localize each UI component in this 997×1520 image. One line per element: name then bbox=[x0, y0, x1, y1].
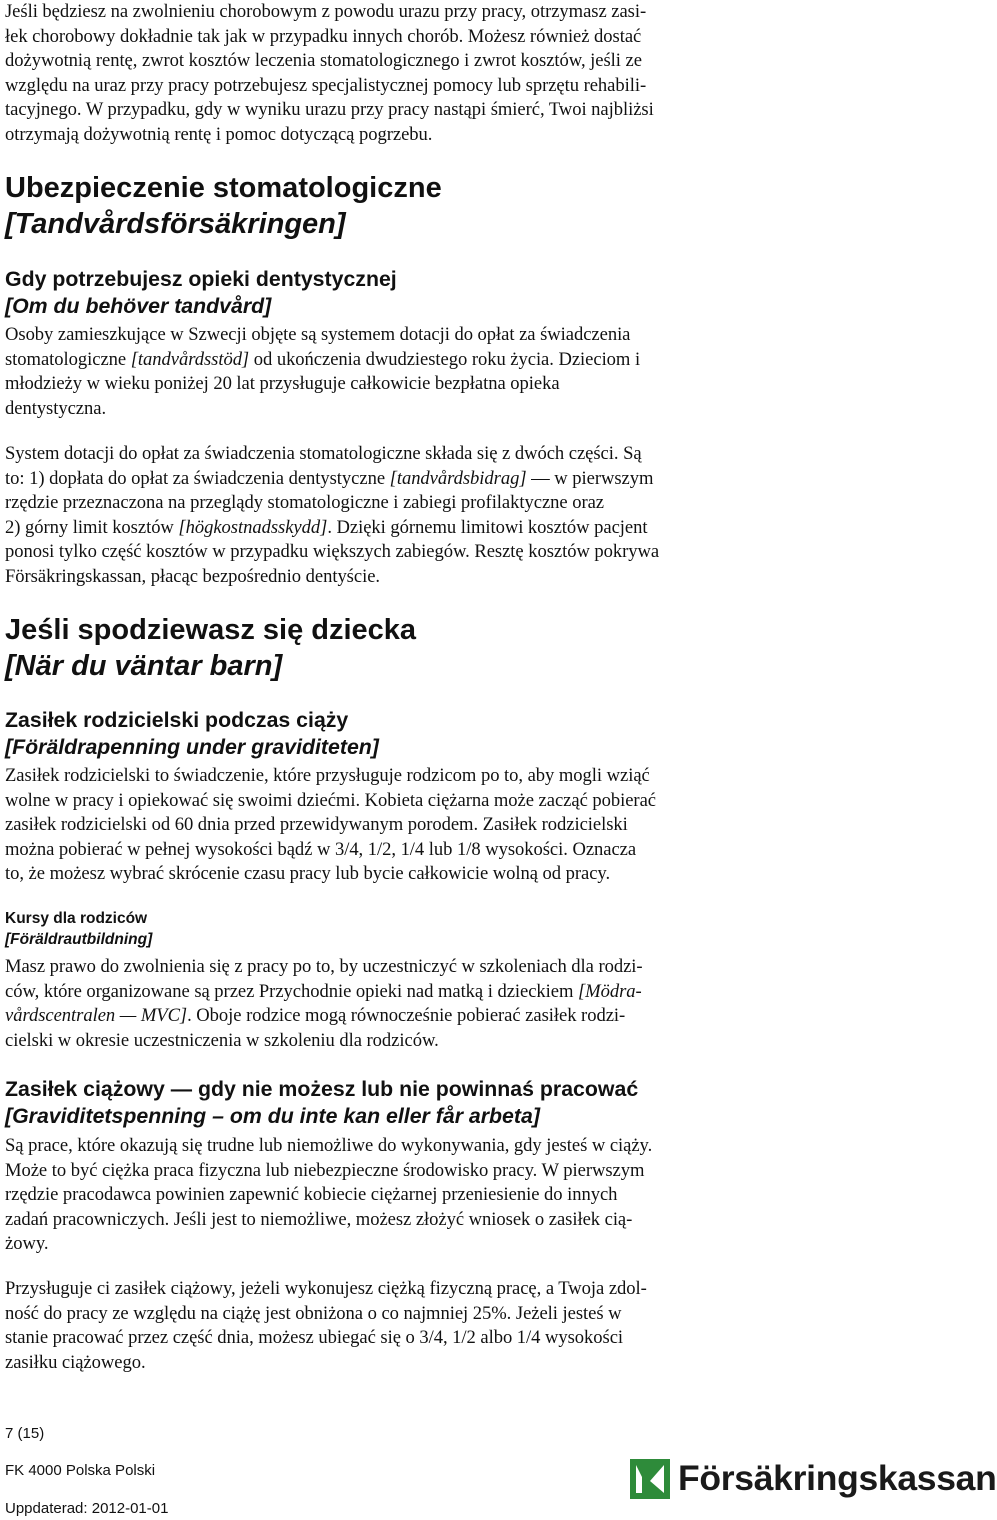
text-line: rzędzie przeznaczona na przeglądy stomatologiczne i zabiegi profilaktyczne oraz bbox=[5, 492, 604, 514]
text-line: ponosi tylko część kosztów w przypadku większych zabiegów. Resztę kosztów pokrywa bbox=[5, 541, 660, 563]
text-line: względu na uraz przy pracy potrzebujesz specjalistycznej pomocy lub sprzętu rehabili- bbox=[5, 74, 647, 96]
term-tandvardsstod: [tandvårdsstöd] bbox=[130, 348, 250, 370]
section-title-swedish: [Tandvårdsförsäkringen] bbox=[5, 208, 346, 240]
text-line: zasiłku ciążowego. bbox=[5, 1351, 146, 1373]
dental-paragraph-2 bbox=[5, 442, 955, 590]
section-title-swedish: [När du väntar barn] bbox=[5, 650, 283, 682]
subsection-title: Kursy dla rodziców bbox=[5, 910, 148, 927]
subsection-title: Zasiłek rodzicielski podczas ciąży bbox=[5, 708, 349, 732]
term-hogkostnadsskydd: [högkostnadsskydd] bbox=[178, 516, 328, 538]
text-line: System dotacji do opłat za świadczenia stomatologiczne składa się z dwóch części. Są bbox=[5, 443, 642, 464]
text-line: Przysługuje ci zasiłek ciążowy, jeżeli wykonujesz ciężką fizyczną pracę, a Twoja zdol- bbox=[5, 1278, 647, 1299]
term-mvc: vårdscentralen — MVC] bbox=[5, 1005, 188, 1027]
pregnancy-benefit-heading bbox=[5, 1076, 955, 1130]
pregnancy-paragraph-1 bbox=[5, 1134, 955, 1257]
text-line: Są prace, które okazują się trudne lub niemożliwe do wykonywania, gdy jesteś w ciąży. bbox=[5, 1135, 653, 1156]
text-line: Jeśli będziesz na zwolnieniu chorobowym z powodu urazu przy pracy, otrzymasz zasi- bbox=[5, 1, 647, 22]
subsection-title-swedish: [Föräldrautbildning] bbox=[5, 930, 153, 948]
text-line: otrzymają dożywotnią rentę i pomoc dotyczącą pogrzebu. bbox=[5, 123, 433, 145]
text-line: to: 1) dopłata do opłat za świadczenia dentystyczne [tandvårdsbidrag] — w pierwszym bbox=[5, 467, 654, 489]
text-line: cielski w okresie uczestniczenia w szkoleniu dla rodziców. bbox=[5, 1029, 439, 1051]
term-modravardscentralen: [Mödra- bbox=[578, 980, 642, 1002]
subsection-title: Zasiłek ciążowy — gdy nie możesz lub nie powinnaś pracować bbox=[5, 1077, 639, 1101]
text-line: vårdscentralen — MVC]. Oboje rodzice mogą równocześnie pobierać zasiłek rodzi- bbox=[5, 1005, 626, 1027]
text-line: 2) górny limit kosztów [högkostnadsskydd]. Dzięki górnemu limitowi kosztów pacjent bbox=[5, 516, 648, 538]
dental-paragraph-1 bbox=[5, 323, 955, 421]
text-line: młodzieży w wieku poniżej 20 lat przysługuje całkowicie bezpłatna opieka bbox=[5, 373, 560, 395]
text-line: zasiłek rodzicielski od 60 dnia przed przewidywanym porodem. Zasiłek rodzicielski bbox=[5, 814, 628, 836]
parental-benefit-heading bbox=[5, 707, 955, 761]
text-line: wolne w pracy i opiekować się swoimi dziećmi. Kobieta ciężarna może zacząć pobierać bbox=[5, 789, 656, 811]
subsection-title-swedish: [Graviditetspenning – om du inte kan eller får arbeta] bbox=[5, 1104, 540, 1128]
text-line: ców, które organizowane są przez Przychodnie opieki nad matką i dzieckiem [Mödra- bbox=[5, 980, 642, 1002]
updated-date: Uppdaterad: 2012-01-01 bbox=[5, 1500, 169, 1517]
text-line: dentystyczna. bbox=[5, 397, 107, 419]
subsection-title-swedish: [Föräldrapenning under graviditeten] bbox=[5, 735, 379, 759]
text-line: to, że możesz wybrać skrócenie czasu pracy lub bycie całkowicie wolną od pracy. bbox=[5, 863, 611, 885]
parental-benefit-paragraph bbox=[5, 764, 955, 887]
text-line: można pobierać w pełnej wysokości bądź w 3/4, 1/2, 1/4 lub 1/8 wysokości. Oznacza bbox=[5, 838, 637, 860]
term-tandvardsbidrag: [tandvårdsbidrag] bbox=[389, 467, 527, 489]
forsakringskassan-logo bbox=[628, 1457, 997, 1501]
text-line: Zasiłek rodzicielski to świadczenie, które przysługuje rodzicom po to, aby mogli wziąć bbox=[5, 765, 650, 786]
page-number: 7 (15) bbox=[5, 1425, 45, 1442]
text-line: łek chorobowy dokładnie tak jak w przypadku innych chorób. Możesz również dostać bbox=[5, 25, 642, 47]
logo-mark-icon bbox=[628, 1457, 672, 1501]
text-line: Masz prawo do zwolnienia się z pracy po to, by uczestniczyć w szkoleniach dla rodzi- bbox=[5, 956, 643, 977]
dental-subsection-heading bbox=[5, 266, 955, 320]
dental-section-heading bbox=[5, 170, 955, 242]
text-line: stanie pracować przez część dnia, możesz ubiegać się o 3/4, 1/2 albo 1/4 wysokości bbox=[5, 1327, 624, 1349]
child-section-heading bbox=[5, 612, 955, 684]
section-title: Jeśli spodziewasz się dziecka bbox=[5, 614, 417, 646]
courses-paragraph bbox=[5, 955, 955, 1053]
text-line: Może to być ciężka praca fizyczna lub niebezpieczne środowisko pracy. W pierwszym bbox=[5, 1159, 645, 1181]
text-line: Osoby zamieszkujące w Szwecji objęte są systemem dotacji do opłat za świadczenia bbox=[5, 324, 631, 345]
text-line: rzędzie pracodawca powinien zapewnić kobiecie ciężarnej przeniesienie do innych bbox=[5, 1184, 618, 1206]
document-code: FK 4000 Polska Polski bbox=[5, 1462, 156, 1479]
logo-wordmark: Försäkringskassan bbox=[678, 1458, 997, 1498]
text-line: Försäkringskassan, płacąc bezpośrednio dentyście. bbox=[5, 565, 380, 587]
text-line: zadań pracowniczych. Jeśli jest to niemożliwe, możesz złożyć wniosek o zasiłek cią- bbox=[5, 1208, 633, 1230]
text-line: dożywotnią rentę, zwrot kosztów leczenia stomatologicznego i zwrot kosztów, jeśli ze bbox=[5, 50, 642, 72]
text-line: żowy. bbox=[5, 1233, 49, 1255]
pregnancy-paragraph-2 bbox=[5, 1277, 955, 1375]
section-title: Ubezpieczenie stomatologiczne bbox=[5, 172, 442, 204]
subsection-title-swedish: [Om du behöver tandvård] bbox=[5, 294, 272, 318]
text-line: stomatologiczne [tandvårdsstöd] od ukończenia dwudziestego roku życia. Dzieciom i bbox=[5, 348, 641, 370]
text-line: tacyjnego. W przypadku, gdy w wyniku urazu przy pracy nastąpi śmierć, Twoi najbliżsi bbox=[5, 99, 654, 121]
text-line: ność do pracy ze względu na ciążę jest obniżona o co najmniej 25%. Jeżeli jesteś w bbox=[5, 1302, 622, 1324]
subsection-title: Gdy potrzebujesz opieki dentystycznej bbox=[5, 267, 397, 291]
intro-paragraph bbox=[5, 0, 955, 148]
courses-heading bbox=[5, 909, 955, 950]
